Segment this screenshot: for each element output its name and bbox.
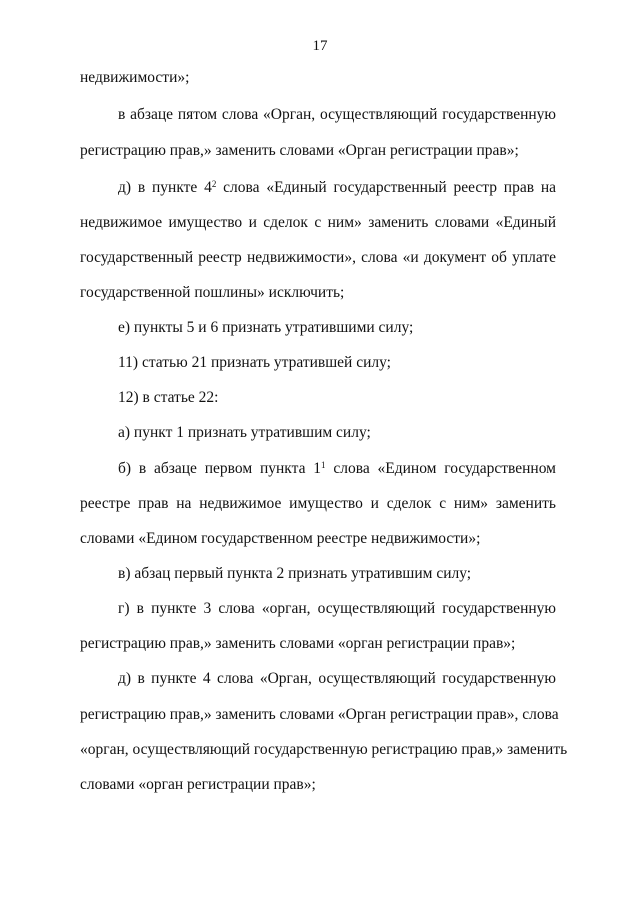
- text-line: г) в пункте 3 слова «орган, осуществляющий государственную: [118, 600, 556, 617]
- text-fragment: б) в абзаце первом пункта 1: [118, 460, 322, 477]
- text-line: регистрацию прав,» заменить словами «орган регистрации прав»;: [80, 635, 516, 652]
- text-line: 12) в статье 22:: [118, 389, 219, 406]
- text-line: 11) статью 21 признать утратившей силу;: [118, 354, 391, 371]
- text-line: государственной пошлины» исключить;: [80, 284, 345, 301]
- text-line: недвижимое имущество и сделок с ним» заменить словами «Единый: [80, 214, 556, 231]
- text-line: в абзаце пятом слова «Орган, осуществляющий государственную: [118, 106, 556, 123]
- text-line: словами «орган регистрации прав»;: [80, 776, 316, 793]
- page-number: 17: [312, 38, 328, 54]
- text-line: [118, 459, 556, 479]
- text-line: регистрацию прав,» заменить словами «Орган регистрации прав»;: [80, 142, 519, 159]
- text-line: а) пункт 1 признать утратившим силу;: [118, 424, 371, 441]
- superscript: 2: [211, 179, 217, 189]
- text-fragment: слова «Едином государственном: [325, 460, 556, 477]
- text-line: недвижимости»;: [80, 69, 190, 86]
- text-line: «орган, осуществляющий государственную регистрацию прав,» заменить: [80, 741, 568, 758]
- text-line: регистрацию прав,» заменить словами «Орган регистрации прав», слова: [80, 706, 559, 723]
- text-line: д) в пункте 4 слова «Орган, осуществляющий государственную: [118, 670, 556, 687]
- text-line: словами «Едином государственном реестре недвижимости»;: [80, 530, 481, 547]
- text-fragment: слова «Единый государственный реестр прав на: [216, 179, 556, 196]
- text-line: государственный реестр недвижимости», слова «и документ об уплате: [80, 249, 556, 266]
- text-line: [118, 178, 556, 198]
- text-line: е) пункты 5 и 6 признать утратившими силу;: [118, 319, 414, 336]
- text-line: в) абзац первый пункта 2 признать утратившим силу;: [118, 565, 472, 582]
- superscript: 1: [321, 460, 326, 470]
- text-line: реестре прав на недвижимое имущество и сделок с ним» заменить: [80, 495, 556, 512]
- text-fragment: д) в пункте 4: [118, 179, 212, 196]
